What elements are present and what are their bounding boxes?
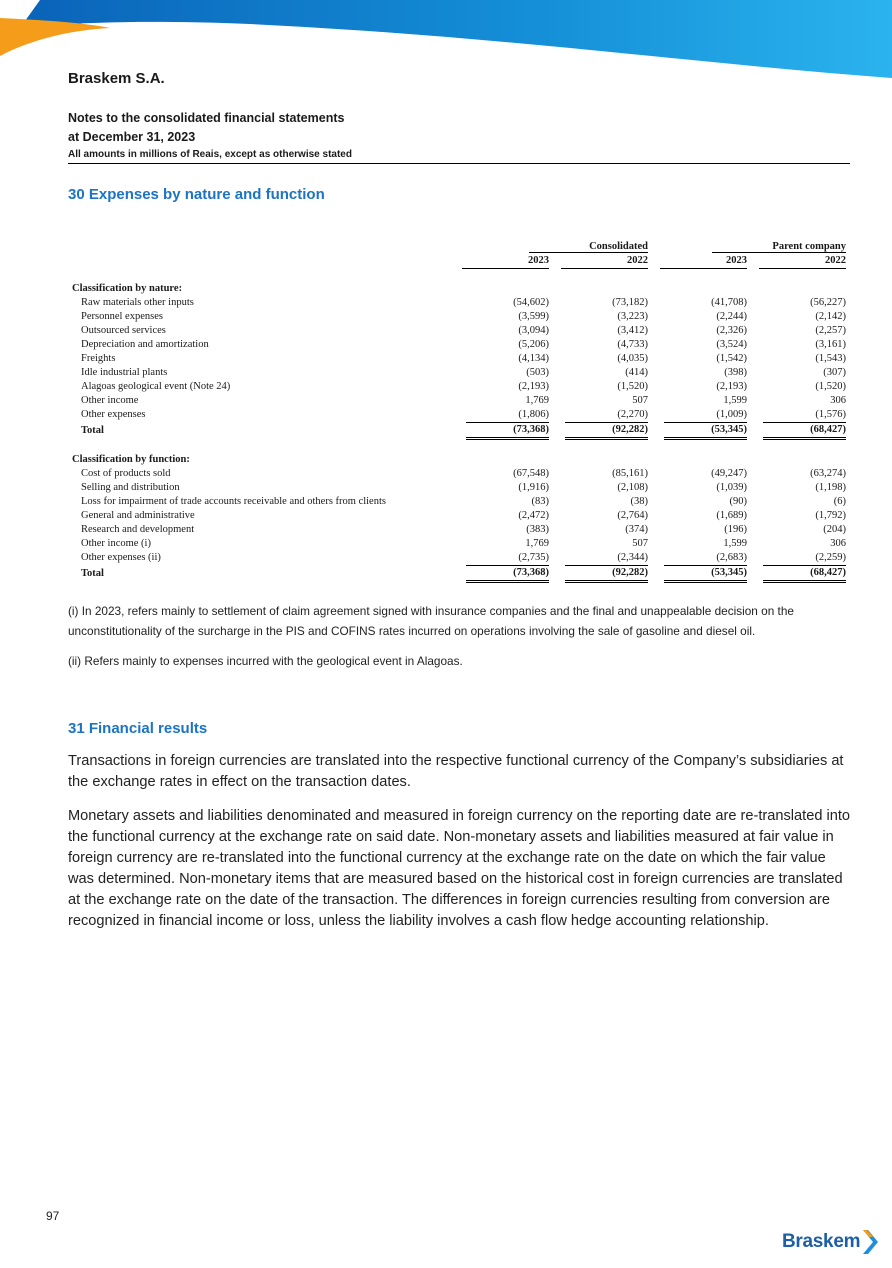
cell-value: (2,326)	[716, 325, 747, 336]
function-total-row	[68, 565, 850, 583]
header-divider	[68, 163, 850, 164]
cell-value: (1,039)	[716, 482, 747, 493]
cell-value: 1,599	[723, 538, 747, 549]
cell-value: (2,344)	[617, 552, 648, 563]
function-heading: Classification by function:	[72, 454, 190, 465]
table-row	[68, 296, 850, 310]
cell-value: (398)	[724, 367, 747, 378]
cell-value: (90)	[729, 496, 747, 507]
cell-value: (56,227)	[810, 297, 846, 308]
company-name: Braskem S.A.	[68, 70, 165, 87]
row-label: Other income	[81, 395, 139, 406]
total-label: Total	[81, 568, 104, 579]
logo-text: Braskem	[782, 1231, 861, 1252]
table-row	[68, 509, 850, 523]
braskem-logo	[782, 1228, 879, 1256]
cell-value: (414)	[625, 367, 648, 378]
notes-date: at December 31, 2023	[68, 130, 196, 144]
cell-value: (3,599)	[518, 311, 549, 322]
table-row	[68, 408, 850, 422]
cell-value: 1,599	[723, 395, 747, 406]
row-label: Raw materials other inputs	[81, 297, 194, 308]
table-row	[68, 380, 850, 394]
cell-value: 1,769	[525, 395, 549, 406]
table-year-header-row	[68, 254, 850, 269]
cell-value: (5,206)	[518, 339, 549, 350]
nature-total-row	[68, 422, 850, 440]
row-label: Other expenses (ii)	[81, 552, 161, 563]
function-heading-row	[68, 453, 850, 467]
cell-value: (85,161)	[612, 468, 648, 479]
cell-value: (2,764)	[617, 510, 648, 521]
cell-value: (2,108)	[617, 482, 648, 493]
cell-value: (3,223)	[617, 311, 648, 322]
paragraph-2: Monetary assets and liabilities denominated and measured in foreign currency on the reporting date are re-translated into the functional currency at the exchange rate on said date. Non-monetary assets and liabilities measured at fair value in foreign currency are re-translated into the functional currency at the exchange rate on the date on which the fair value was determined. Non-monetary items that are measured based on the historical cost in foreign currencies are translated at the exchange rate on the date of the transaction. The differences in foreign currencies resulting from conversion are recognized in financial income or loss, unless the liability involves a cash flow hedge accounting relationship.	[68, 808, 851, 929]
table-row	[68, 338, 850, 352]
table-group-header-row	[68, 240, 850, 254]
page-number: 97	[46, 1209, 60, 1223]
table-row	[68, 537, 850, 551]
row-label: Cost of products sold	[81, 468, 171, 479]
cell-value: (2,472)	[518, 510, 549, 521]
total-value: (68,427)	[751, 565, 850, 583]
cell-value: (2,244)	[716, 311, 747, 322]
header-blue-wave	[20, 0, 892, 78]
cell-value: (49,247)	[711, 468, 747, 479]
expenses-table	[68, 240, 850, 583]
cell-value: (3,524)	[716, 339, 747, 350]
cell-value: 507	[632, 538, 648, 549]
year-header: 2023	[652, 254, 751, 269]
cell-value: 306	[830, 538, 846, 549]
cell-value: (383)	[526, 524, 549, 535]
cell-value: (1,916)	[518, 482, 549, 493]
year-header: 2022	[553, 254, 652, 269]
cell-value: (54,602)	[513, 297, 549, 308]
cell-value: (1,806)	[518, 409, 549, 420]
amounts-note: All amounts in millions of Reais, except as otherwise stated	[68, 149, 352, 160]
cell-value: (67,548)	[513, 468, 549, 479]
cell-value: (73,182)	[612, 297, 648, 308]
group-consolidated: Consolidated	[454, 240, 652, 254]
table-row	[68, 481, 850, 495]
row-label: Depreciation and amortization	[81, 339, 209, 350]
header-decorative-band	[0, 0, 892, 80]
cell-value: (1,198)	[815, 482, 846, 493]
notes-title: Notes to the consolidated financial statements	[68, 111, 345, 125]
cell-value: (3,161)	[815, 339, 846, 350]
cell-value: (2,735)	[518, 552, 549, 563]
cell-value: (1,543)	[815, 353, 846, 364]
cell-value: (1,009)	[716, 409, 747, 420]
table-row	[68, 394, 850, 408]
cell-value: (3,412)	[617, 325, 648, 336]
cell-value: (3,094)	[518, 325, 549, 336]
row-label: Outsourced services	[81, 325, 166, 336]
year-header: 2023	[454, 254, 553, 269]
nature-heading-row	[68, 282, 850, 296]
footnote-i: (i) In 2023, refers mainly to settlement of claim agreement signed with insurance companies and the final and unappealable decision on the unconstitutionality of the surcharge in the PIS and COFINS rates incurred on operations involving the sale of gasoline and diesel oil.	[68, 604, 794, 638]
cell-value: (1,520)	[815, 381, 846, 392]
total-label: Total	[81, 425, 104, 436]
table-row	[68, 523, 850, 537]
row-label: Personnel expenses	[81, 311, 163, 322]
nature-heading: Classification by nature:	[72, 283, 183, 294]
cell-value: 1,769	[525, 538, 549, 549]
year-header: 2022	[751, 254, 850, 269]
cell-value: (6)	[833, 496, 846, 507]
total-value: (53,345)	[652, 565, 751, 583]
cell-value: (2,683)	[716, 552, 747, 563]
total-value: (73,368)	[454, 565, 553, 583]
table-row	[68, 352, 850, 366]
section-30-title: 30 Expenses by nature and function	[68, 186, 325, 203]
row-label: Alagoas geological event (Note 24)	[81, 381, 231, 392]
cell-value: (2,257)	[815, 325, 846, 336]
cell-value: (41,708)	[711, 297, 747, 308]
table-row	[68, 310, 850, 324]
cell-value: (38)	[630, 496, 648, 507]
table-row	[68, 324, 850, 338]
cell-value: (2,270)	[617, 409, 648, 420]
table-row	[68, 366, 850, 380]
cell-value: (2,142)	[815, 311, 846, 322]
cell-value: (374)	[625, 524, 648, 535]
cell-value: (1,520)	[617, 381, 648, 392]
table-row	[68, 551, 850, 565]
section-31-title: 31 Financial results	[68, 720, 208, 737]
cell-value: (2,193)	[518, 381, 549, 392]
total-value: (68,427)	[751, 422, 850, 440]
cell-value: (1,689)	[716, 510, 747, 521]
total-value: (53,345)	[652, 422, 751, 440]
cell-value: (204)	[823, 524, 846, 535]
logo-chevron-icon	[861, 1228, 879, 1256]
cell-value: (4,035)	[617, 353, 648, 364]
total-value: (73,368)	[454, 422, 553, 440]
row-label: Other income (i)	[81, 538, 151, 549]
row-label: Other expenses	[81, 409, 146, 420]
cell-value: (83)	[531, 496, 549, 507]
total-value: (92,282)	[553, 565, 652, 583]
row-label: Research and development	[81, 524, 195, 535]
cell-value: 306	[830, 395, 846, 406]
row-label: Selling and distribution	[81, 482, 180, 493]
cell-value: (307)	[823, 367, 846, 378]
cell-value: (2,259)	[815, 552, 846, 563]
row-label: General and administrative	[81, 510, 195, 521]
row-label: Idle industrial plants	[81, 367, 168, 378]
cell-value: 507	[632, 395, 648, 406]
cell-value: (1,576)	[815, 409, 846, 420]
cell-value: (63,274)	[810, 468, 846, 479]
paragraph-1: Transactions in foreign currencies are translated into the respective functional currency of the Company’s subsidiaries at the exchange rates in effect on the transaction dates.	[68, 753, 844, 790]
cell-value: (503)	[526, 367, 549, 378]
cell-value: (1,792)	[815, 510, 846, 521]
group-parent-company: Parent company	[652, 240, 850, 254]
cell-value: (4,134)	[518, 353, 549, 364]
table-row	[68, 467, 850, 481]
row-label: Freights	[81, 353, 116, 364]
cell-value: (2,193)	[716, 381, 747, 392]
header-orange-wave	[0, 18, 110, 56]
table-row	[68, 495, 850, 509]
row-label: Loss for impairment of trade accounts receivable and others from clients	[81, 496, 386, 507]
cell-value: (1,542)	[716, 353, 747, 364]
total-value: (92,282)	[553, 422, 652, 440]
cell-value: (196)	[724, 524, 747, 535]
cell-value: (4,733)	[617, 339, 648, 350]
footnote-ii: (ii) Refers mainly to expenses incurred with the geological event in Alagoas.	[68, 654, 463, 668]
